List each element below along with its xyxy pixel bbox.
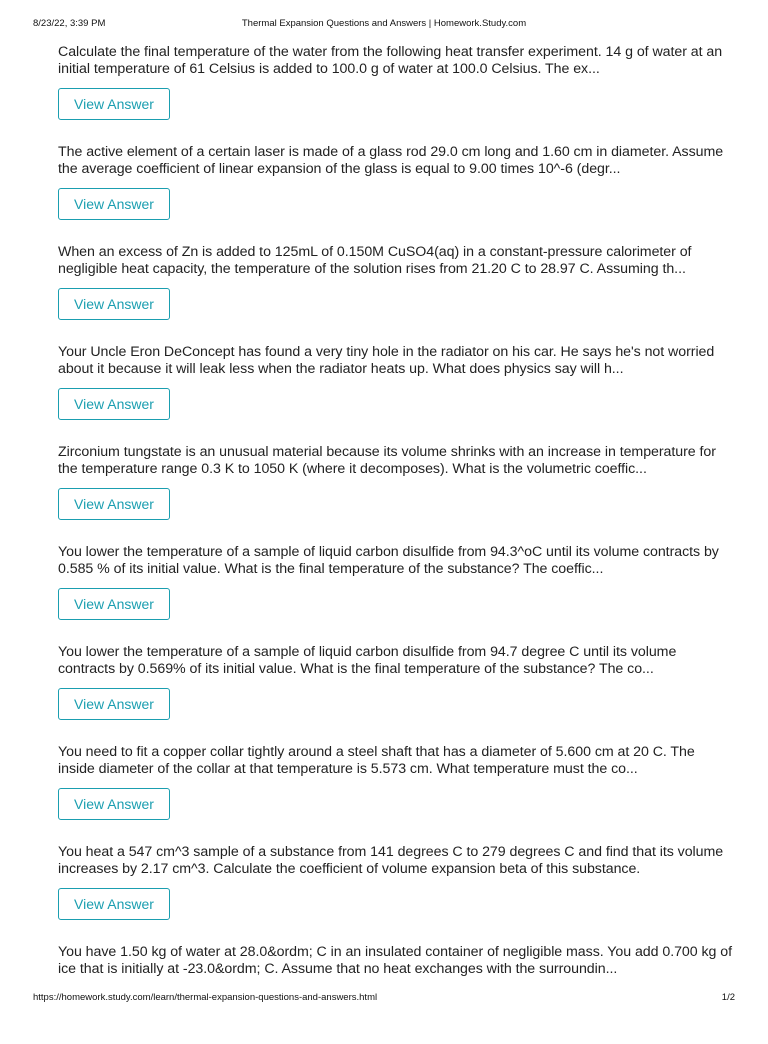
question-item: [58, 44, 734, 144]
question-item: [58, 644, 734, 744]
page-title: Thermal Expansion Questions and Answers | Homework.Study.com: [241, 18, 527, 29]
question-list: [58, 44, 734, 1044]
view-answer-button[interactable]: View Answer: [58, 688, 170, 720]
question-item: [58, 844, 734, 944]
question-item: [58, 344, 734, 444]
question-text[interactable]: You need to fit a copper collar tightly around a steel shaft that has a diameter of 5.600 cm at 20 C. The inside diameter of the collar at that temperature is 5.573 cm. What temperature must the co...: [58, 744, 695, 777]
view-answer-button[interactable]: View Answer: [58, 388, 170, 420]
question-text[interactable]: Calculate the final temperature of the water from the following heat transfer experiment. 14 g of water at an initial temperature of 61 Celsius is added to 100.0 g of water at 100.0 Celsius. The ex...: [58, 44, 723, 77]
view-answer-button[interactable]: View Answer: [58, 888, 170, 920]
print-datetime: 8/23/22, 3:39 PM: [33, 18, 106, 29]
question-item: [58, 244, 734, 344]
print-footer: [33, 992, 735, 1006]
view-answer-button[interactable]: View Answer: [58, 788, 170, 820]
question-item: [58, 744, 734, 844]
question-item: [58, 544, 734, 644]
view-answer-button[interactable]: View Answer: [58, 288, 170, 320]
question-text[interactable]: Zirconium tungstate is an unusual material because its volume shrinks with an increase in temperature for the temperature range 0.3 K to 1050 K (where it decomposes). What is the volumetric coeffic...: [58, 444, 716, 477]
view-answer-button[interactable]: View Answer: [58, 488, 170, 520]
question-text[interactable]: You have 1.50 kg of water at 28.0&ordm; C in an insulated container of negligible mass. You add 0.700 kg of ice that is initially at -23.0&ordm; C. Assume that no heat exchanges with the surroundin...: [58, 944, 733, 977]
question-text[interactable]: You lower the temperature of a sample of liquid carbon disulfide from 94.3^oC until its volume contracts by 0.585 % of its initial value. What is the final temperature of the substance? The coeffic...: [58, 544, 719, 577]
question-item: [58, 444, 734, 544]
page-number: 1/2: [721, 992, 735, 1003]
question-text[interactable]: When an excess of Zn is added to 125mL of 0.150M CuSO4(aq) in a constant-pressure calorimeter of negligible heat capacity, the temperature of the solution rises from 21.20 C to 28.97 C. Assuming th...: [58, 244, 692, 277]
view-answer-button[interactable]: View Answer: [58, 88, 170, 120]
print-header: [33, 18, 735, 32]
question-text[interactable]: Your Uncle Eron DeConcept has found a very tiny hole in the radiator on his car. He says he's not worried about it because it will leak less when the radiator heats up. What does physics say will h...: [58, 344, 715, 377]
question-text[interactable]: You lower the temperature of a sample of liquid carbon disulfide from 94.7 degree C until its volume contracts by 0.569% of its initial value. What is the final temperature of the substance? The co...: [58, 644, 677, 677]
question-item: [58, 144, 734, 244]
page-url: https://homework.study.com/learn/thermal-expansion-questions-and-answers.html: [33, 992, 378, 1003]
question-text[interactable]: The active element of a certain laser is made of a glass rod 29.0 cm long and 1.60 cm in diameter. Assume the average coefficient of linear expansion of the glass is equal to 9.00 times 10^-6 (degr...: [58, 144, 724, 177]
view-answer-button[interactable]: View Answer: [58, 188, 170, 220]
view-answer-button[interactable]: View Answer: [58, 588, 170, 620]
question-text[interactable]: You heat a 547 cm^3 sample of a substance from 141 degrees C to 279 degrees C and find that its volume increases by 2.17 cm^3. Calculate the coefficient of volume expansion beta of this substance.: [58, 844, 724, 877]
